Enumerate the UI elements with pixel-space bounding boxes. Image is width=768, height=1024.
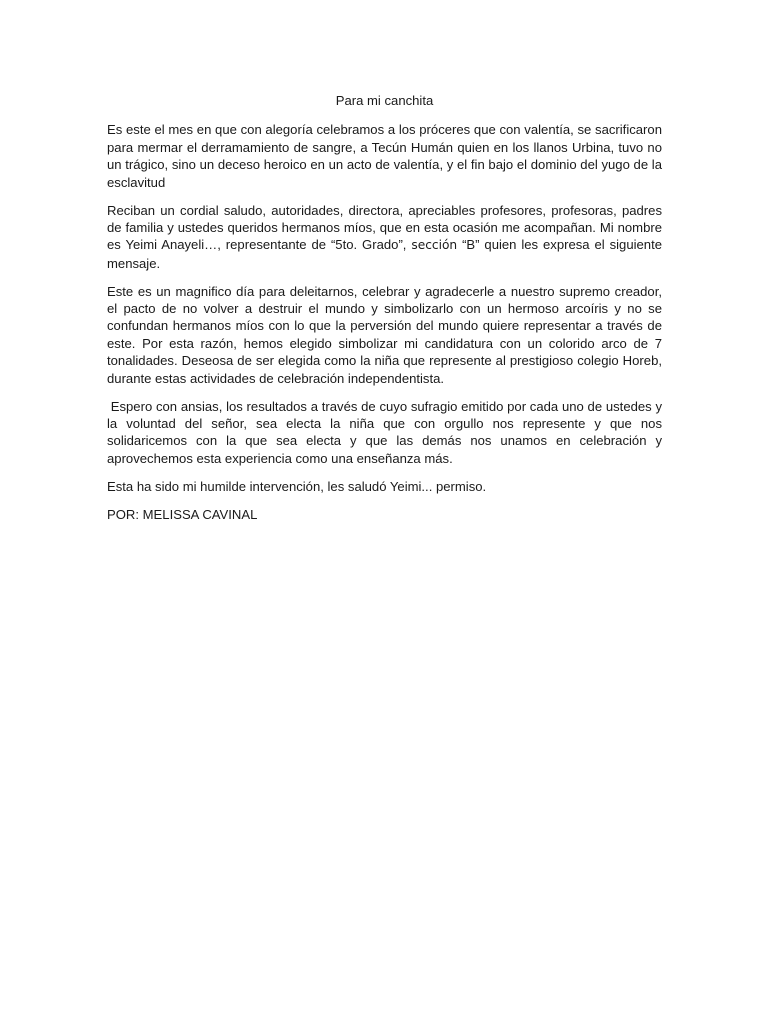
greeting-text-start: Reciban un cordial saludo, autoridades, directora, apreciables profesores, profesoras, padres de familia y ustedes queridos hermanos míos, que en esta ocasión me acompañan. Mi nombre es Yeimi Anayeli…, representante de “5to. Grado”, <box>107 202 662 253</box>
paragraph-intro: Es este el mes en que con alegoría celebramos a los próceres que con valentía, se sacrificaron para mermar el derramamiento de sangre, a Tecún Humán quien en los llanos Urbina, tuvo no un trágico, sino un deceso heroico en un acto de valentía, y el fin bajo el dominio del yugo de la esclavitud <box>107 122 662 190</box>
greeting-text-end: “B” quien les expresa el siguiente mensaje. <box>107 237 662 271</box>
author-byline: POR: MELISSA CAVINAL <box>107 506 258 522</box>
document-page <box>107 92 662 523</box>
greeting-text-section-word: sección <box>411 238 458 253</box>
document-title: Para mi canchita <box>335 93 434 108</box>
paragraph-hope: Espero con ansias, los resultados a través de cuyo sufragio emitido por cada uno de ustedes y la voluntad del señor, sea electa la niña que con orgullo nos represente y que nos solidaricemos con la que sea electa y que las demás nos unamos en celebración y aprovechemos esta experiencia como una enseñanza más. <box>107 398 662 466</box>
paragraph-rainbow: Este es un magnifico día para deleitarnos, celebrar y agradecerle a nuestro supremo creador, el pacto de no volver a destruir el mundo y simbolizarlo con un hermoso arcoíris y no se confundan hermanos míos con lo que la perversión del mundo quiere representar a través de este. Por esta razón, hemos elegido simbolizar mi candidatura con un colorido arco de 7 tonalidades. Deseosa de ser elegida como la niña que represente al prestigioso colegio Horeb, durante estas actividades de celebración independentista. <box>107 283 662 386</box>
paragraph-greeting <box>107 202 662 273</box>
paragraph-closing: Esta ha sido mi humilde intervención, les saludó Yeimi... permiso. <box>107 478 487 494</box>
